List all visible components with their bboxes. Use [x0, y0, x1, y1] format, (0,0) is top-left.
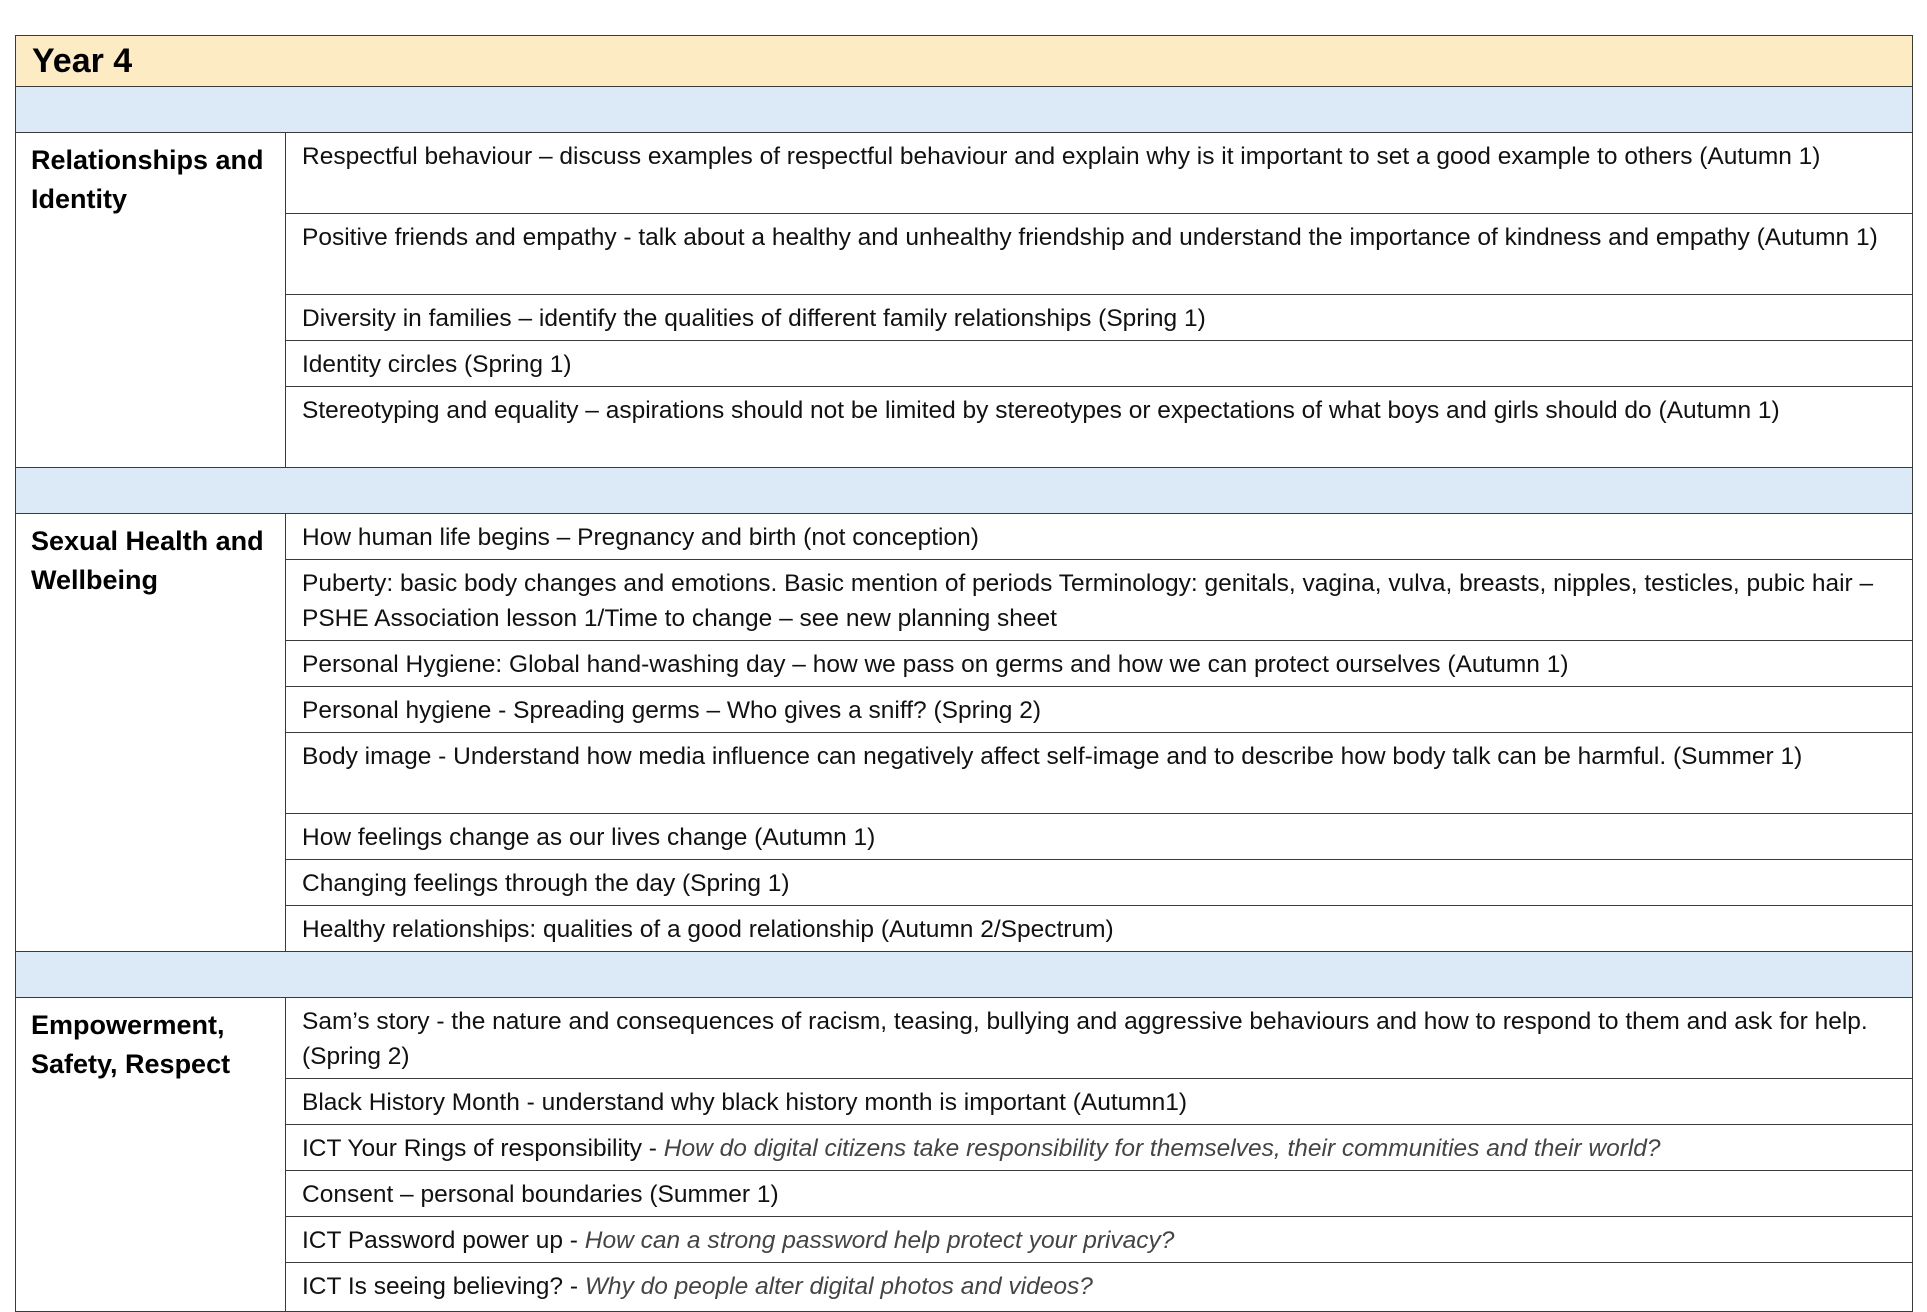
topic-item — [286, 1125, 1913, 1171]
curriculum-table — [15, 35, 1913, 1312]
year-title: Year 4 — [32, 41, 133, 80]
topic-item: Personal hygiene - Spreading germs – Who gives a sniff? (Spring 2) — [286, 687, 1913, 733]
table-row — [16, 560, 1913, 641]
topic-item: How feelings change as our lives change (Autumn 1) — [286, 814, 1913, 860]
table-row — [16, 687, 1913, 733]
table-row — [16, 1263, 1913, 1312]
topic-item: Consent – personal boundaries (Summer 1) — [286, 1171, 1913, 1217]
table-row — [16, 1079, 1913, 1125]
topic-item: Identity circles (Spring 1) — [286, 341, 1913, 387]
section-spacer — [16, 468, 1913, 514]
topic-item: Respectful behaviour – discuss examples of respectful behaviour and explain why is it important to set a good example to others (Autumn 1) — [286, 133, 1913, 214]
table-row — [16, 733, 1913, 814]
table-row — [16, 860, 1913, 906]
table-row — [16, 214, 1913, 295]
topic-item: Changing feelings through the day (Spring 1) — [286, 860, 1913, 906]
topic-item: Personal Hygiene: Global hand-washing day – how we pass on germs and how we can protect ourselves (Autumn 1) — [286, 641, 1913, 687]
spacer-cell — [16, 468, 1913, 514]
topic-item: Stereotyping and equality – aspirations should not be limited by stereotypes or expectations of what boys and girls should do (Autumn 1) — [286, 387, 1913, 468]
topic-item — [286, 1217, 1913, 1263]
topic-question: How can a strong password help protect your privacy? — [584, 1227, 1175, 1254]
table-row — [16, 133, 1913, 214]
topic-text: ICT Is seeing believing? - — [302, 1273, 585, 1300]
topic-item: Healthy relationships: qualities of a good relationship (Autumn 2/Spectrum) — [286, 906, 1913, 952]
table-row — [16, 906, 1913, 952]
table-row — [16, 514, 1913, 560]
table-row — [16, 814, 1913, 860]
category-cell — [16, 133, 286, 468]
topic-text: ICT Password power up - — [302, 1227, 585, 1254]
table-row — [16, 1125, 1913, 1171]
topic-item: How human life begins – Pregnancy and birth (not conception) — [286, 514, 1913, 560]
topic-question: How do digital citizens take responsibility for themselves, their communities and their world? — [663, 1135, 1661, 1162]
category-relationships-identity: Relationships and Identity — [31, 145, 264, 214]
topic-question: Why do people alter digital photos and videos? — [584, 1273, 1093, 1300]
topic-item: Diversity in families – identify the qualities of different family relationships (Spring 1) — [286, 295, 1913, 341]
table-row — [16, 998, 1913, 1079]
section-spacer — [16, 87, 1913, 133]
category-cell — [16, 514, 286, 952]
category-cell — [16, 998, 286, 1312]
topic-item: Puberty: basic body changes and emotions. Basic mention of periods Terminology: genitals, vagina, vulva, breasts, nipples, testicles, pubic hair – PSHE Association lesson 1/Time to change – see new planning sheet — [286, 560, 1913, 641]
topic-item: Sam’s story - the nature and consequences of racism, teasing, bullying and aggressive behaviours and how to respond to them and ask for help. (Spring 2) — [286, 998, 1913, 1079]
spacer-cell — [16, 87, 1913, 133]
topic-item: Black History Month - understand why black history month is important (Autumn1) — [286, 1079, 1913, 1125]
category-empowerment-safety-respect: Empowerment, Safety, Respect — [31, 1010, 231, 1079]
table-row — [16, 641, 1913, 687]
category-sexual-health-wellbeing: Sexual Health and Wellbeing — [31, 526, 264, 595]
table-row — [16, 295, 1913, 341]
topic-item — [286, 1263, 1913, 1312]
spacer-cell — [16, 952, 1913, 998]
topic-item: Positive friends and empathy - talk about a healthy and unhealthy friendship and understand the importance of kindness and empathy (Autumn 1) — [286, 214, 1913, 295]
table-row — [16, 387, 1913, 468]
topic-item: Body image - Understand how media influence can negatively affect self-image and to describe how body talk can be harmful. (Summer 1) — [286, 733, 1913, 814]
section-spacer — [16, 952, 1913, 998]
year-header-row — [16, 36, 1913, 87]
table-row — [16, 341, 1913, 387]
table-row — [16, 1217, 1913, 1263]
topic-text: ICT Your Rings of responsibility - — [302, 1135, 664, 1162]
year-header-cell — [16, 36, 1913, 87]
table-row — [16, 1171, 1913, 1217]
